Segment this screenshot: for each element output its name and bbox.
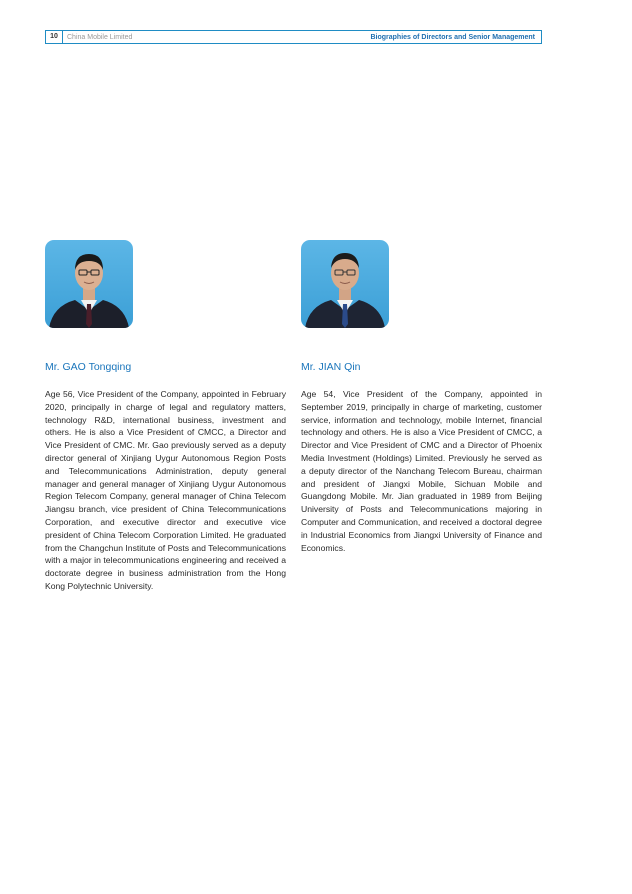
bio-jian: Age 54, Vice President of the Company, appointed in September 2019, principally in charge of marketing, customer service, information and technology, mobile Internet, financial technology and others. He is also a Vice President of CMCC, a Director and Vice President of CMC and a Director of Phoenix Media Investment (Holdings) Limited. Previously he served as a deputy director of the Nanchang Telecom Bureau, chairman and president of Jiangxi Mobile, Sichuan Mobile and Guangdong Mobile. Mr. Jian graduated in 1989 from Beijing University of Posts and Telecommunications majoring in Computer and Communication, and received a doctoral degree in Industrial Economics from Jiangxi University of Finance and Economics. [301, 389, 542, 553]
page-header [45, 30, 542, 44]
portrait-gao-tongqing [45, 240, 133, 328]
person-name-gao: Mr. GAO Tongqing [45, 361, 132, 373]
portrait-jian-qin [301, 240, 389, 328]
bio-gao: Age 56, Vice President of the Company, appointed in February 2020, principally in charge of legal and regulatory matters, technology R&D, international business, investment and others. He is also a Vice President of CMCC, a Director and Vice President of CMC. Mr. Gao previously served as a deputy director general of Xinjiang Uygur Autonomous Region Posts and Telecommunications Administration, deputy general manager and general manager of Xinjiang Uygur Autonomous Region Telecom Company, general manager of China Telecom Jiangsu branch, vice president of China Telecommunications Corporation, and executive director and executive vice president of China Telecom Corporation Limited. He graduated from the Changchun Institute of Posts and Telecommunications with a major in telecommunications engineering and received a doctorate degree in business administration from the Hong Kong Polytechnic University. [45, 389, 286, 591]
company-name: China Mobile Limited [67, 33, 133, 41]
person-name-jian: Mr. JIAN Qin [301, 361, 361, 373]
page-number: 10 [46, 31, 63, 43]
section-title: Biographies of Directors and Senior Management [370, 33, 535, 41]
